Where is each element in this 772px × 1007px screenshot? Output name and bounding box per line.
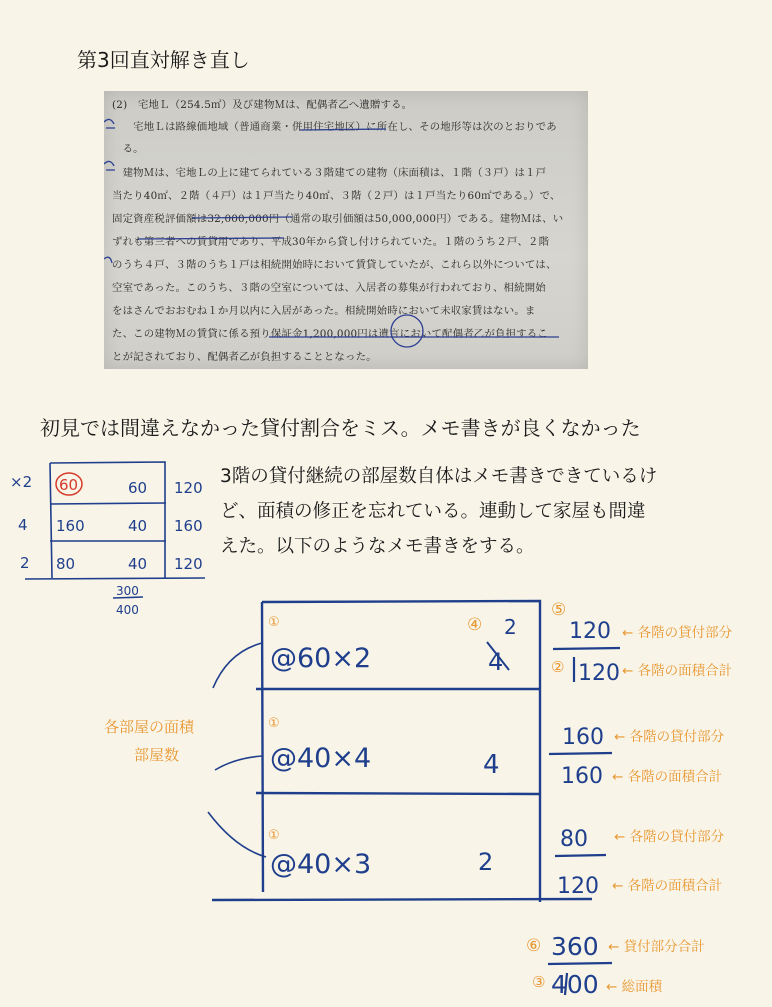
big-memo-formula: @40×3 [270, 849, 372, 880]
big-memo-rented-area: 160 [562, 725, 604, 750]
step-number: ② [551, 658, 565, 676]
small-memo-base [25, 578, 205, 579]
big-memo-label: ← 各階の貸付部分 [614, 829, 725, 845]
small-memo-area: 60 [59, 476, 79, 494]
small-memo-area: 160 [56, 517, 85, 535]
big-memo-count: 4 [483, 750, 500, 780]
small-memo-value: 40 [128, 555, 148, 573]
explanation-line: ど、面積の修正を忘れている。連動して家屋も間違 [220, 501, 646, 522]
big-memo-count: 2 [504, 615, 517, 639]
step-number: ③ [532, 973, 546, 991]
big-memo-floor-area: 160 [561, 764, 603, 789]
small-memo-frac-top: 300 [116, 584, 139, 598]
scan-line: ずれも第三者への賃貸用であり、平成30年から貸し付けられていた。１階のうち２戸、２階 [112, 236, 550, 248]
scan-line: 建物Ｍは、宅地Ｌの上に建てられている３階建ての建物（床面積は、１階（３戸）は１戸 [112, 167, 547, 179]
big-memo-rented-total: 360 [551, 932, 599, 961]
big-memo-side-label: 各部屋の面積 [104, 718, 195, 736]
small-memo-value: 60 [128, 479, 148, 497]
big-memo-label: ← 各階の面積合計 [612, 769, 723, 785]
small-memo-side: 2 [20, 554, 30, 572]
scan-line: 当たり40㎡、２階（４戸）は１戸当たり40㎡、３階（２戸）は１戸当たり60㎡である。）で、 [112, 190, 561, 202]
big-memo-pointer [208, 643, 266, 857]
big-memo-floor-area: 120 [578, 661, 620, 686]
small-memo-frac-bottom: 400 [116, 603, 139, 617]
small-memo-total: 120 [174, 555, 203, 573]
step-number: ⑥ [526, 936, 542, 956]
scan-line: のうち４戸、３階のうち１戸は相続開始時において賃貸していたが、これら以外については、 [112, 259, 557, 271]
explanation-line: 3階の貸付継続の部屋数自体はメモ書きできているけ [220, 466, 658, 487]
big-memo-count-struck: 4 [488, 648, 504, 676]
big-memo-label: ← 各階の面積合計 [612, 878, 723, 894]
small-memo-side: ×2 [10, 473, 33, 491]
small-memo-total: 120 [174, 479, 203, 497]
scan-line: (2) 宅地Ｌ（254.5㎡）及び建物Ｍは、配偶者乙へ遺贈する。 [112, 99, 413, 111]
big-memo-floor-area: 120 [557, 874, 599, 899]
step-number: ⑤ [551, 600, 567, 620]
big-memo-fraction-line [548, 648, 620, 964]
big-memo-side-label: 部屋数 [134, 746, 180, 764]
small-memo-total: 160 [174, 517, 203, 535]
step-number: ① [268, 716, 280, 731]
big-memo-label: ← 各階の貸付部分 [614, 729, 725, 745]
big-memo-count: 2 [478, 848, 494, 876]
step-number: ④ [467, 615, 483, 635]
scan-line: をはさんでおおむね１か月以内に入居があった。相続開始時において未収家賃はない。ま [112, 305, 536, 317]
big-memo-rented-area: 80 [560, 827, 588, 852]
big-memo-rented-area: 120 [569, 619, 611, 644]
step-number: ① [268, 615, 280, 630]
big-memo-formula: @60×2 [270, 643, 372, 674]
big-memo-label: ← 貸付部分合計 [608, 939, 705, 955]
small-memo-area: 80 [56, 555, 76, 573]
scan-line: 固定資産税評価額は32,000,000円（通常の取引価額は50,000,000円）である。建物Ｍは、い [112, 213, 564, 225]
scan-line: とが記されており、配偶者乙が負担することとなった。 [112, 351, 377, 363]
page-title: 第3回直対解き直し [77, 48, 250, 72]
big-memo-label: ← 各階の面積合計 [622, 663, 733, 679]
big-memo-formula: @40×4 [270, 743, 372, 774]
big-memo-base [212, 899, 592, 900]
mistake-heading: 初見では間違えなかった貸付割合をミス。メモ書きが良くなかった [40, 416, 641, 440]
big-memo-total-area: 400 [551, 970, 599, 999]
big-memo-label: ← 各階の貸付部分 [622, 625, 733, 641]
small-memo-side: 4 [18, 516, 28, 534]
scan-line: る。 [112, 143, 144, 155]
scan-line: 空室であった。このうち、３階の空室については、入居者の募集が行われており、相続開始 [112, 282, 546, 294]
scan-line: た、この建物Ｍの賃貸に係る預り保証金1,200,000円は遺言において配偶者乙が負担するこ [112, 328, 548, 340]
scan-line: 宅地Ｌは路線価地域（普通商業・併用住宅地区）に所在し、その地形等は次のとおりであ [112, 121, 557, 133]
small-memo-value: 40 [128, 517, 148, 535]
step-number: ① [268, 828, 280, 843]
big-memo-label: ← 総面積 [606, 979, 663, 995]
explanation-line: えた。以下のようなメモ書きをする。 [220, 536, 535, 557]
